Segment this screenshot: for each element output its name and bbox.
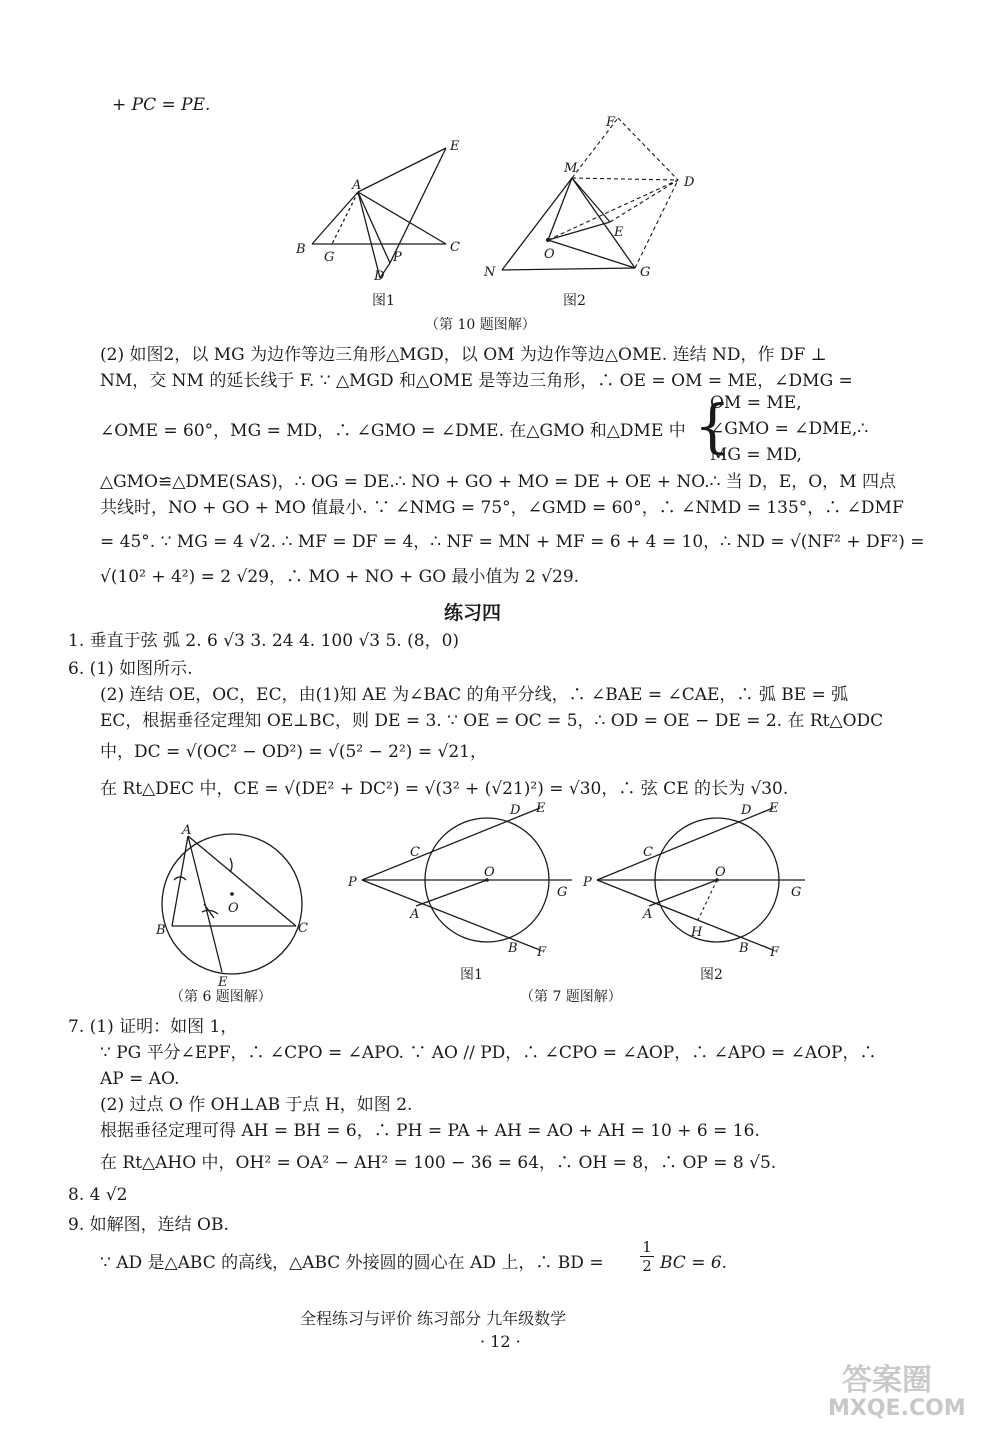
label-F: F — [606, 115, 616, 130]
label-E: E — [536, 801, 546, 816]
footer-book-title: 全程练习与评价 练习部分 九年级数学 — [300, 1309, 567, 1328]
q9-line-1: 9. 如解图，连结 OB. — [68, 1215, 229, 1235]
label-D: D — [684, 175, 695, 190]
solution-line-7: √(10² + 4²) = 2 √29，∴ MO + NO + GO 最小值为 2 √29. — [100, 567, 580, 587]
label-G: G — [324, 250, 335, 265]
label-E: E — [769, 801, 779, 816]
q9-line-2: ∵ AD 是△ABC 的高线，△ABC 外接圆的圆心在 AD 上，∴ BD = — [100, 1253, 604, 1273]
label-G: G — [640, 265, 651, 280]
watermark-logo: 答案圈 — [842, 1363, 932, 1398]
answer-6-line-b: EC，根据垂径定理知 OE⊥BC，则 DE = 3. ∵ OE = OC = 5，∴ OD = OE − DE = 2. 在 Rt△ODC — [100, 711, 884, 731]
label-O: O — [544, 247, 555, 262]
system-eq-1: OM = ME, — [710, 393, 802, 413]
label-E: E — [614, 225, 624, 240]
label-A: A — [643, 907, 653, 922]
answers-1-5: 1. 垂直于弦 弧 2. 6 √3 3. 24 4. 100 √3 5. (8，0) — [68, 631, 460, 651]
continuation-line: + PC = PE. — [112, 95, 211, 115]
label-P: P — [348, 875, 357, 890]
label-C: C — [643, 845, 653, 860]
label-M: M — [564, 161, 578, 176]
q7-line-3: AP = AO. — [100, 1069, 180, 1089]
solution-line-2: NM，交 NM 的延长线于 F. ∵ △MGD 和△OME 是等边三角形，∴ OE = OM = ME，∠DMG = — [100, 371, 853, 391]
figure-10-diagram-2 — [480, 110, 710, 290]
solution-line-1: (2) 如图2，以 MG 为边作等边三角形△MGD，以 OM 为边作等边△OME. 连结 ND，作 DF ⊥ — [100, 345, 827, 365]
q7-line-6: 在 Rt△AHO 中，OH² = OA² − AH² = 100 − 36 = 64，∴ OH = 8，∴ OP = 8 √5. — [100, 1153, 777, 1173]
solution-line-4: △GMO≌△DME(SAS)，∴ OG = DE.∴ NO + GO + MO = DE + OE + NO.∴ 当 D，E，O，M 四点 — [100, 472, 896, 492]
label-D: D — [374, 269, 385, 284]
q7-line-2: ∵ PG 平分∠EPF，∴ ∠CPO = ∠APO. ∵ AO // PD，∴ ∠CPO = ∠AOP，∴ ∠APO = ∠AOP，∴ — [100, 1043, 877, 1063]
answer-6-line-d: 在 Rt△DEC 中，CE = √(DE² + DC²) = √(3² + (√21)²) = √30，∴ 弦 CE 的长为 √30. — [100, 779, 789, 799]
figure-7-diagram-1 — [340, 800, 585, 965]
label-C: C — [298, 921, 308, 936]
system-eq-2: ∠GMO = ∠DME,∴ — [710, 419, 869, 439]
q7-line-5: 根据垂径定理可得 AH = BH = 6，∴ PH = PA + AH = AO + AH = 10 + 6 = 16. — [100, 1121, 760, 1141]
label-E: E — [218, 975, 228, 990]
q8-answer: 8. 4 √2 — [68, 1185, 128, 1205]
figure-10-caption-1: 图1 — [372, 293, 395, 309]
q7-line-4: (2) 过点 O 作 OH⊥AB 于点 H，如图 2. — [100, 1095, 413, 1115]
page-number: · 12 · — [480, 1332, 521, 1351]
label-O: O — [484, 865, 495, 880]
label-C: C — [410, 845, 420, 860]
label-C: C — [450, 240, 460, 255]
label-B: B — [508, 941, 518, 956]
label-B: B — [156, 923, 166, 938]
label-A: A — [410, 907, 420, 922]
figure-6-caption: （第 6 题图解） — [170, 989, 272, 1005]
solution-line-6: = 45°. ∵ MG = 4 √2. ∴ MF = DF = 4，∴ NF = MN + MF = 6 + 4 = 10，∴ ND = √(NF² + DF²) = — [100, 532, 925, 552]
label-B: B — [296, 242, 306, 257]
figure-7-caption: （第 7 题图解） — [520, 989, 622, 1005]
q7-line-1: 7. (1) 证明：如图 1， — [68, 1017, 238, 1037]
solution-line-3: ∠OME = 60°，MG = MD，∴ ∠GMO = ∠DME. 在△GMO 和△DME 中 — [100, 421, 686, 441]
label-A: A — [182, 823, 192, 838]
fraction-denominator: 2 — [642, 1257, 652, 1275]
label-P: P — [583, 875, 592, 890]
system-brace: { — [694, 392, 731, 460]
label-O: O — [228, 901, 239, 916]
label-D: D — [510, 803, 521, 818]
label-F: F — [770, 945, 780, 960]
label-G: G — [557, 885, 568, 900]
answer-6-line-c: 中，DC = √(OC² − OD²) = √(5² − 2²) = √21， — [100, 742, 487, 762]
label-H: H — [691, 925, 703, 940]
solution-line-5: 共线时，NO + GO + MO 值最小. ∵ ∠NMG = 75°，∠GMD = 60°，∴ ∠NMD = 135°，∴ ∠DMF — [100, 498, 904, 518]
answer-6-line-a: (2) 连结 OE，OC，EC，由(1)知 AE 为∠BAC 的角平分线，∴ ∠BAE = ∠CAE，∴ 弧 BE = 弧 — [100, 685, 849, 705]
label-N: N — [484, 265, 496, 280]
answer-6-part-1: 6. (1) 如图所示. — [68, 659, 193, 679]
figure-7-caption-2: 图2 — [700, 967, 723, 983]
figure-10-caption: （第 10 题图解） — [425, 317, 536, 333]
label-B: B — [739, 941, 749, 956]
label-A: A — [352, 178, 362, 193]
label-O: O — [715, 865, 726, 880]
section-title: 练习四 — [444, 602, 502, 624]
label-G: G — [791, 885, 802, 900]
label-P: P — [393, 250, 402, 265]
q9-fraction — [640, 1238, 654, 1275]
label-F: F — [537, 945, 547, 960]
figure-10-caption-2: 图2 — [563, 293, 586, 309]
label-E: E — [450, 139, 460, 154]
watermark-url: MXQE.COM — [828, 1396, 966, 1421]
figure-6-diagram — [150, 822, 320, 992]
figure-7-diagram-2 — [575, 800, 815, 965]
q9-line-2-end: BC = 6. — [660, 1253, 728, 1273]
fraction-numerator: 1 — [640, 1238, 654, 1257]
figure-7-caption-1: 图1 — [460, 967, 483, 983]
label-D: D — [741, 803, 752, 818]
system-eq-3: MG = MD, — [710, 445, 802, 465]
